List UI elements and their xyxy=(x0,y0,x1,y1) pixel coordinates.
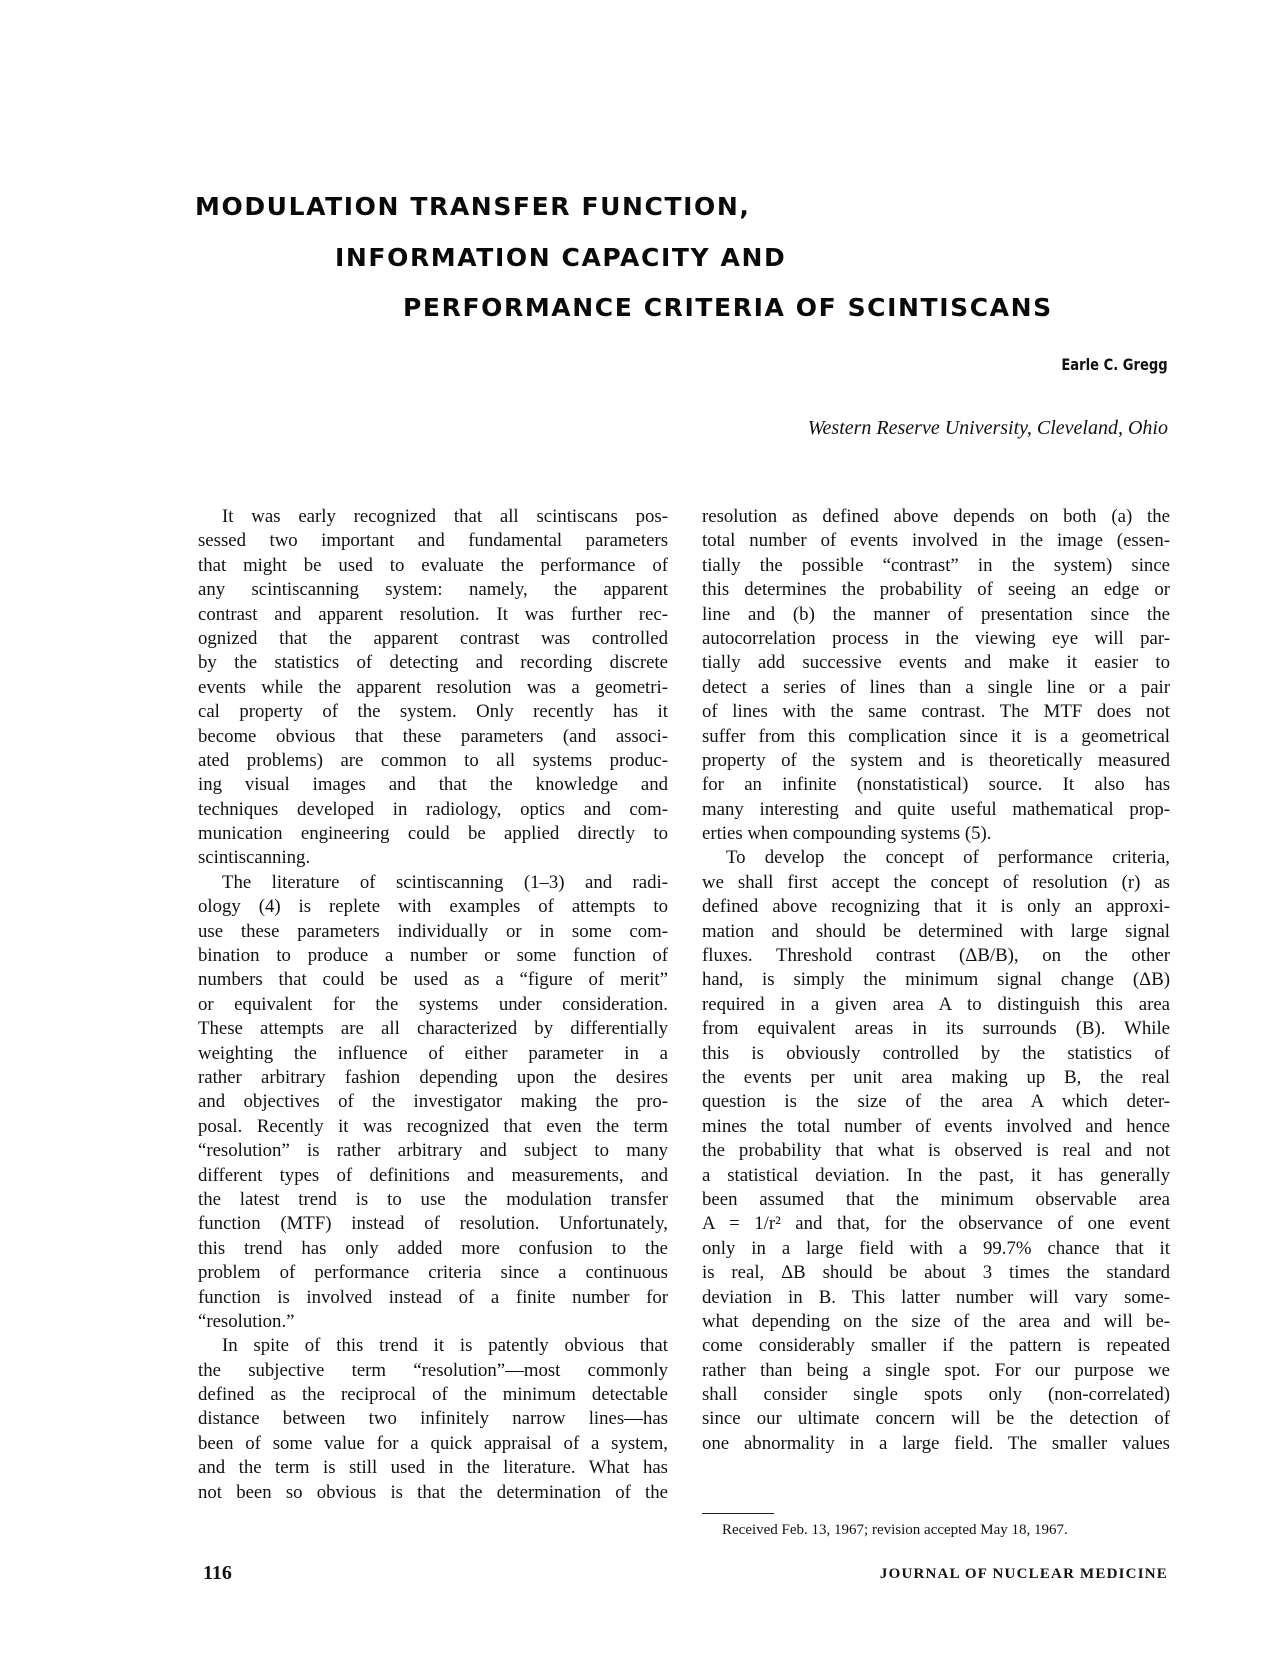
text-line: sessed two important and fundamental parameters xyxy=(198,530,668,552)
text-line: question is the size of the area A which deter- xyxy=(702,1091,1170,1113)
text-line: the probability that what is observed is real and not xyxy=(702,1140,1170,1162)
author-name: Earle C. Gregg xyxy=(1061,355,1168,374)
text-line: line and (b) the manner of presentation since the xyxy=(702,603,1170,625)
text-line: total number of events involved in the image (essen- xyxy=(702,530,1170,552)
text-line: “resolution” is rather arbitrary and subject to many xyxy=(198,1140,668,1162)
text-line: use these parameters individually or in some com- xyxy=(198,920,668,942)
text-line: for an infinite (nonstatistical) source. It also has xyxy=(702,774,1170,796)
text-line: “resolution.” xyxy=(198,1310,295,1332)
author-affiliation: Western Reserve University, Cleveland, Ohio xyxy=(807,417,1168,439)
text-line: fluxes. Threshold contrast (ΔB/B), on the other xyxy=(702,945,1170,967)
text-line: been of some value for a quick appraisal of a system, xyxy=(198,1432,668,1454)
text-line: one abnormality in a large field. The smaller values xyxy=(702,1432,1170,1454)
text-line: been assumed that the minimum observable area xyxy=(702,1188,1170,1210)
text-line: cal property of the system. Only recently has it xyxy=(198,701,668,723)
text-line: become obvious that these parameters (and associ- xyxy=(198,725,668,747)
text-line: function is involved instead of a finite number for xyxy=(198,1286,668,1308)
text-line: many interesting and quite useful mathematical prop- xyxy=(702,798,1170,820)
text-line: shall consider single spots only (non-correlated) xyxy=(702,1384,1170,1406)
body-column-left xyxy=(198,505,668,1505)
text-line: resolution as defined above depends on both (a) the xyxy=(702,506,1170,527)
text-line: the events per unit area making up B, the real xyxy=(702,1066,1170,1088)
text-line: what depending on the size of the area and will be- xyxy=(702,1310,1170,1332)
text-line: The literature of scintiscanning (1–3) and radi- xyxy=(222,871,668,893)
journal-name: JOURNAL OF NUCLEAR MEDICINE xyxy=(879,1566,1168,1582)
text-line: defined above recognizing that it is only an approxi- xyxy=(702,896,1170,918)
text-line: suffer from this complication since it is a geometrical xyxy=(702,725,1170,747)
text-line: of lines with the same contrast. The MTF does not xyxy=(702,701,1170,723)
text-line: tially the possible “contrast” in the system) since xyxy=(702,554,1170,576)
text-line: since our ultimate concern will be the detection of xyxy=(702,1408,1170,1430)
title-line-3: PERFORMANCE CRITERIA OF SCINTISCANS xyxy=(403,293,1053,322)
text-line: that might be used to evaluate the performance of xyxy=(198,554,668,576)
text-line: rather arbitrary fashion depending upon the desires xyxy=(198,1066,668,1088)
text-line: distance between two infinitely narrow lines—has xyxy=(198,1408,668,1430)
text-line: rather than being a single spot. For our purpose we xyxy=(702,1359,1170,1381)
title-line-1: MODULATION TRANSFER FUNCTION, xyxy=(195,192,751,221)
text-line: this trend has only added more confusion to the xyxy=(198,1237,668,1259)
text-line: come considerably smaller if the pattern is repeated xyxy=(702,1335,1170,1357)
text-line: numbers that could be used as a “figure of merit” xyxy=(198,969,668,991)
text-line: and the term is still used in the literature. What has xyxy=(198,1457,668,1479)
text-line: autocorrelation process in the viewing eye will par- xyxy=(702,627,1170,649)
text-line: bination to produce a number or some function of xyxy=(198,945,668,967)
text-line: mines the total number of events involved and hence xyxy=(702,1115,1170,1137)
text-line: any scintiscanning system: namely, the apparent xyxy=(198,579,668,601)
text-line: scintiscanning. xyxy=(198,847,311,869)
text-line: by the statistics of detecting and recording discrete xyxy=(198,652,668,674)
text-line: function (MTF) instead of resolution. Unfortunately, xyxy=(198,1213,668,1235)
text-line: deviation in B. This latter number will vary some- xyxy=(702,1286,1170,1308)
text-line: the latest trend is to use the modulation transfer xyxy=(198,1188,668,1210)
text-line: from equivalent areas in its surrounds (B). While xyxy=(702,1018,1170,1040)
text-line: techniques developed in radiology, optics and com- xyxy=(198,798,668,820)
text-line: These attempts are all characterized by differentially xyxy=(198,1018,668,1040)
text-line: hand, is simply the minimum signal change (ΔB) xyxy=(702,969,1170,991)
text-line: ognized that the apparent contrast was controlled xyxy=(198,627,668,649)
text-line: or equivalent for the systems under consideration. xyxy=(198,993,668,1015)
text-line: contrast and apparent resolution. It was further rec- xyxy=(198,603,668,625)
text-line: a statistical deviation. In the past, it has generally xyxy=(702,1164,1170,1186)
text-line: A = 1/r² and that, for the observance of one event xyxy=(702,1213,1170,1235)
text-line: ology (4) is replete with examples of attempts to xyxy=(198,896,668,918)
text-line: only in a large field with a 99.7% chance that it xyxy=(702,1237,1170,1259)
page-number: 116 xyxy=(203,1562,232,1584)
text-line: defined as the reciprocal of the minimum detectable xyxy=(198,1384,668,1406)
text-line: In spite of this trend it is patently obvious that xyxy=(222,1335,668,1357)
text-line: different types of definitions and measurements, and xyxy=(198,1164,668,1186)
text-line: ing visual images and that the knowledge and xyxy=(198,774,668,796)
text-line: this determines the probability of seeing an edge or xyxy=(702,579,1170,601)
text-line: mation and should be determined with large signal xyxy=(702,920,1170,942)
text-line: posal. Recently it was recognized that even the term xyxy=(198,1115,668,1137)
text-line: problem of performance criteria since a continuous xyxy=(198,1262,668,1284)
text-line: the subjective term “resolution”—most commonly xyxy=(198,1359,668,1381)
received-footnote: Received Feb. 13, 1967; revision accepted May 18, 1967. xyxy=(722,1522,1068,1538)
text-line: this is obviously controlled by the statistics of xyxy=(702,1042,1170,1064)
text-line: we shall first accept the concept of resolution (r) as xyxy=(702,871,1170,893)
text-line: detect a series of lines than a single line or a pair xyxy=(702,676,1170,698)
text-line: ated problems) are common to all systems produc- xyxy=(198,749,668,771)
text-line: weighting the influence of either parameter in a xyxy=(198,1042,668,1064)
title-line-2: INFORMATION CAPACITY AND xyxy=(335,243,787,272)
footnote-rule xyxy=(702,1513,774,1514)
text-line: not been so obvious is that the determination of the xyxy=(198,1481,668,1503)
text-line: erties when compounding systems (5). xyxy=(702,823,992,845)
body-column-right xyxy=(702,505,1170,1456)
text-line: tially add successive events and make it easier to xyxy=(702,652,1170,674)
text-line: munication engineering could be applied directly to xyxy=(198,823,668,845)
text-line: property of the system and is theoretically measured xyxy=(702,749,1170,771)
text-line: is real, ΔB should be about 3 times the standard xyxy=(702,1262,1170,1284)
text-line: To develop the concept of performance criteria, xyxy=(726,847,1170,869)
text-line: It was early recognized that all scintiscans pos- xyxy=(222,506,668,527)
text-line: events while the apparent resolution was a geometri- xyxy=(198,676,668,698)
text-line: and objectives of the investigator making the pro- xyxy=(198,1091,668,1113)
text-line: required in a given area A to distinguish this area xyxy=(702,993,1170,1015)
